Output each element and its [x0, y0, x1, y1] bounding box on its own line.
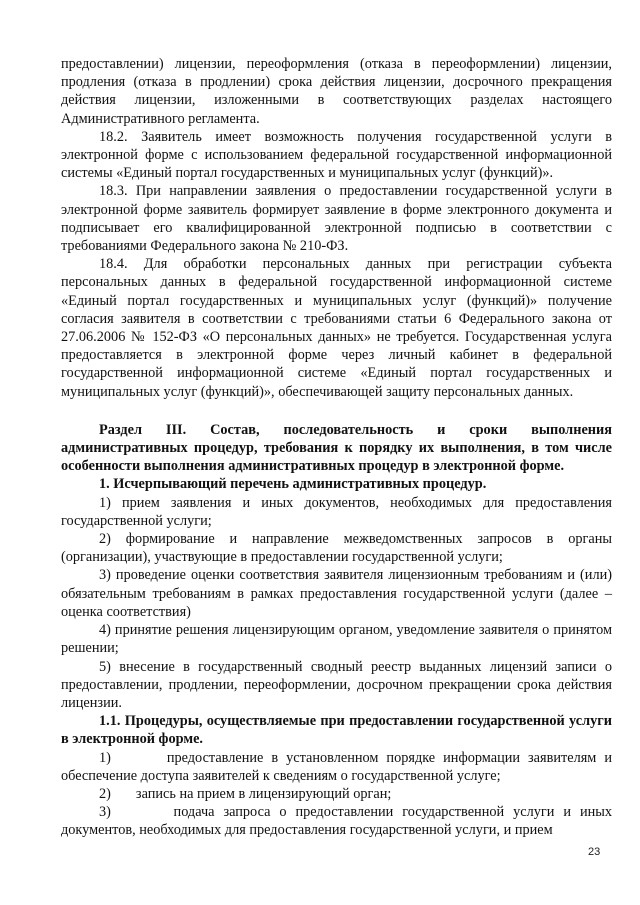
list-item: 3) подача запроса о предоставлении государственной услуги и иных документов, необходимых для предоставления государственной услуги, и прием [61, 804, 616, 839]
section-gap [61, 401, 612, 421]
subheading: 1.1. Процедуры, осуществляемые при предоставлении государственной услуги в электронной форме. [61, 713, 612, 748]
body-paragraph: предоставлении) лицензии, переоформления (отказа в переоформлении) лицензии, продления (отказа в продлении) срока действия лицензии, досрочного прекращения действия лицензии, изложенными в соответствующих разделах настоящего Административного регламента. [61, 56, 612, 127]
page-number: 23 [588, 846, 601, 858]
list-item: 5) внесение в государственный сводный реестр выданных лицензий записи о предоставлении, продлении, переоформлении, досрочном прекращении срока действия лицензии. [61, 658, 612, 711]
list-item: 3) проведение оценки соответствия заявителя лицензионным требованиям и (или) обязательным требованиям в рамках предоставления государственной услуги (далее – оценка соответствия) [61, 567, 612, 620]
body-paragraph: 18.4. Для обработки персональных данных при регистрации субъекта персональных данных в федеральной государственной информационной системе «Единый портал государственных и муниципальных услуг (функций)» получение согласия заявителя в соответствии с требованиями статьи 6 Федерального закона от 27.06.2006 № 152-ФЗ «О персональных данных» не требуется. Государственная услуга предоставляется в электронной форме через личный кабинет в федеральной государственной информационной системе «Единый портал государственных и муниципальных услуг (функций)», обеспечивающей защиту персональных данных. [61, 256, 612, 400]
body-paragraph: 18.3. При направлении заявления о предоставлении государственной услуги в электронной форме заявитель формирует заявление в форме электронного документа и подписывает его квалифицированной электронной подписью в соответствии с требованиями Федерального закона № 210-ФЗ. [61, 183, 612, 255]
list-item: 4) принятие решения лицензирующим органом, уведомление заявителя о принятом решении; [61, 622, 612, 657]
list-item: 1) прием заявления и иных документов, необходимых для предоставления государственной услуги; [61, 494, 612, 529]
list-item: 2) запись на прием в лицензирующий орган; [99, 785, 392, 802]
list-item: 2) формирование и направление межведомственных запросов в органы (организации), участвующие в предоставлении государственной услуги; [61, 531, 612, 566]
subheading: 1. Исчерпывающий перечень административных процедур. [99, 476, 487, 493]
page-body [61, 55, 616, 840]
section-heading: Раздел III. Состав, последовательность и сроки выполнения административных процедур, требования к порядку их выполнения, в том числе особенности выполнения административных процедур в электронной форме. [61, 421, 612, 475]
body-paragraph: 18.2. Заявитель имеет возможность получения государственной услуги в электронной форме с использованием федеральной государственной информационной системы «Единый портал государственных и муниципальных услуг (функций)». [61, 128, 612, 182]
list-item: 1) предоставление в установленном порядке информации заявителям и обеспечение доступа заявителей к сведениям о государственной услуге; [61, 749, 616, 784]
